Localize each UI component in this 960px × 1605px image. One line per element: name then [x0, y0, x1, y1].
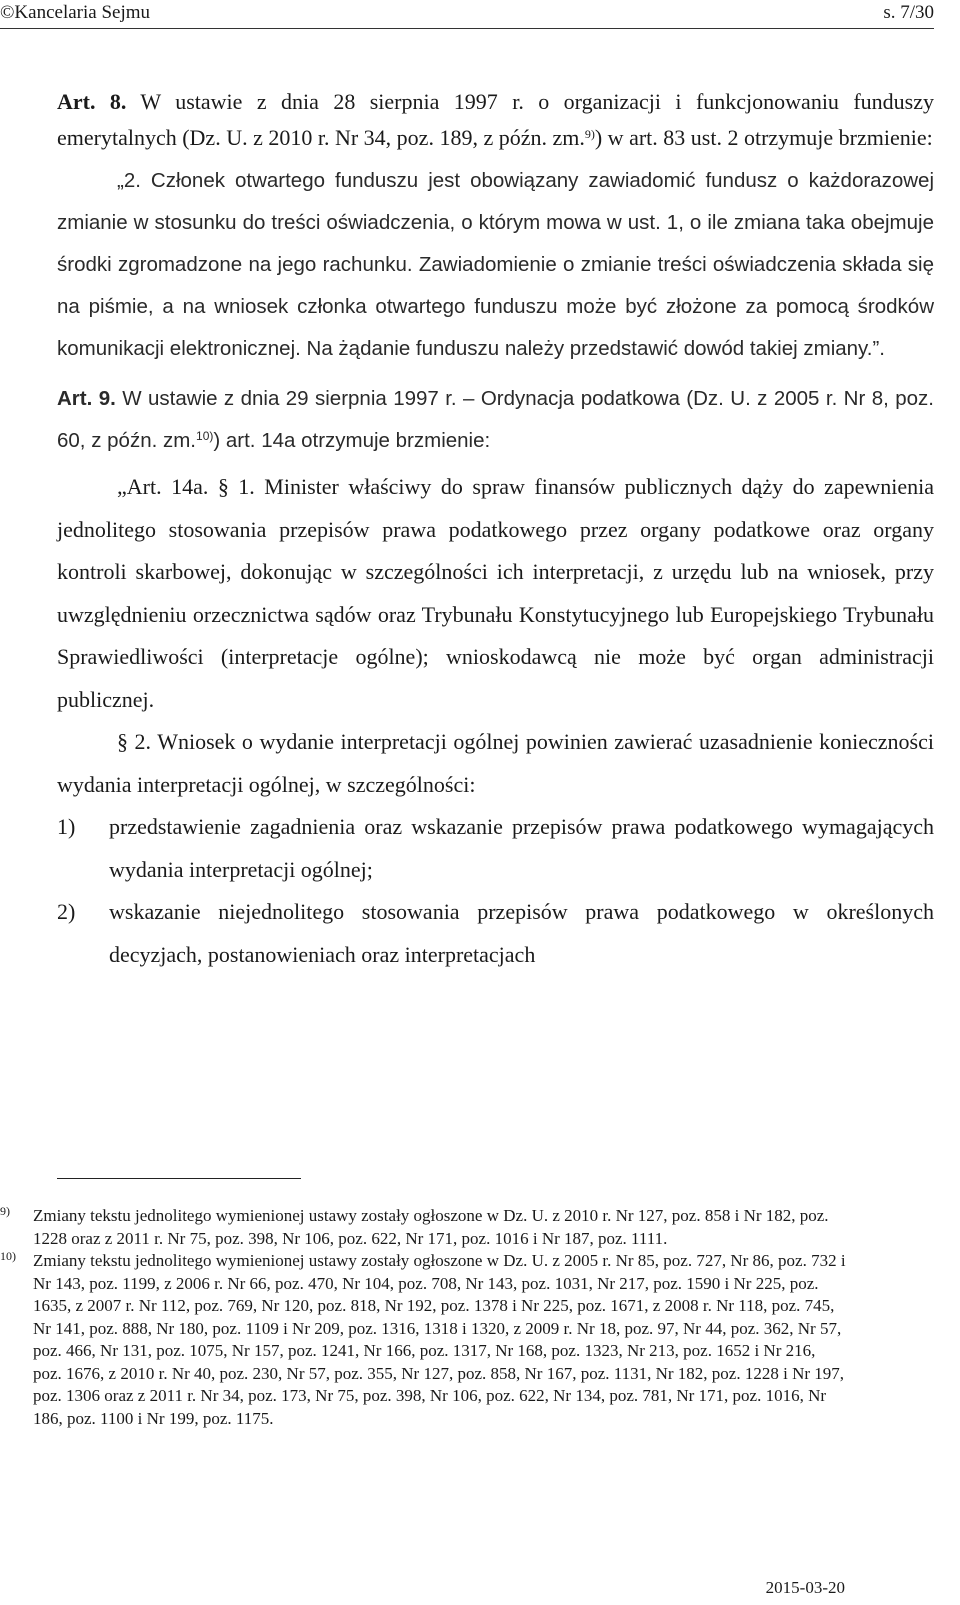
page-header — [0, 0, 934, 29]
list-item-number: 2) — [57, 899, 76, 924]
article-14a-par-2-sign: § 2. — [117, 729, 158, 754]
article-9-text-a: W ustawie z dnia 29 sierpnia 1997 r. – Ordynacja podatkowa (Dz. U. z 2005 r. Nr 8, poz. 60, z późn. zm. — [57, 387, 934, 452]
footnote — [0, 1250, 848, 1430]
footnote-mark: 9) — [0, 1204, 10, 1218]
article-9-text-b: ) art. 14a otrzymuje brzmienie: — [213, 429, 491, 452]
article-8-text-a: W ustawie z dnia 28 sierpnia 1997 r. o organizacji i funkcjonowaniu funduszy emerytalnych (Dz. U. z 2010 r. Nr 34, poz. 189, z późn. zm. — [57, 89, 935, 150]
page-date: 2015-03-20 — [765, 1578, 845, 1597]
footnote-mark: 10) — [0, 1249, 16, 1263]
article-14a-par-1-text: Minister właściwy do spraw finansów publicznych dąży do zapewnienia jednolitego stosowania przepisów prawa podatkowego przez organy podatkowe oraz organy kontroli skarbowej, dokonując w szczególności ich interpretacji, z urzędu lub na wniosek, przy uwzględnieniu orzecznictwa sądów oraz Trybunału Konstytucyjnego lub Europejskiego Trybunału Sprawiedliwości (interpretacje ogólne); wnioskodawcą nie może być organ administracji publicznej. — [57, 474, 934, 712]
article-14a-par-1-sign: „Art. 14a. § 1. — [117, 474, 265, 499]
list-item-number: 1) — [57, 814, 76, 839]
footnote-ref-9: 9) — [584, 127, 595, 141]
footnote — [0, 1205, 848, 1250]
footnote-text: Zmiany tekstu jednolitego wymienionej ustawy zostały ogłoszone w Dz. U. z 2010 r. Nr 127, poz. 858 i Nr 182, poz. 1228 oraz z 2011 r. Nr 75, poz. 398, Nr 106, poz. 622, Nr 171, poz. 1016 i Nr 187, poz. 1111. — [33, 1206, 829, 1248]
article-8-label: Art. 8. — [57, 89, 127, 114]
article-9-label: Art. 9. — [57, 387, 116, 410]
article-14a-par-2-text: Wniosek o wydanie interpretacji ogólnej powinien zawierać uzasadnienie konieczności wydania interpretacji ogólnej, w szczególności: — [57, 729, 934, 797]
list-item-text: wskazanie niejednolitego stosowania przepisów prawa podatkowego w określonych decyzjach, postanowieniach oraz interpretacjach — [109, 899, 934, 967]
header-page-number: s. 7/30 — [883, 2, 934, 23]
footnote-separator — [57, 1178, 301, 1179]
list-item — [57, 806, 934, 891]
article-14a-par-1 — [57, 466, 934, 721]
article-8-text-b: ) w art. 83 ust. 2 otrzymuje brzmienie: — [594, 125, 933, 150]
article-8-intro — [57, 84, 934, 156]
article-14a-par-2 — [57, 721, 934, 806]
header-publisher: ©Kancelaria Sejmu — [0, 2, 151, 23]
article-9-intro — [57, 378, 934, 462]
footnote-text: Zmiany tekstu jednolitego wymienionej ustawy zostały ogłoszone w Dz. U. z 2005 r. Nr 85, poz. 727, Nr 86, poz. 732 i Nr 143, poz. 1199, z 2006 r. Nr 66, poz. 470, Nr 104, poz. 708, Nr 143, poz. 1031, Nr 217, poz. 1590 i Nr 225, poz. 1635, z 2007 r. Nr 112, poz. 769, Nr 120, poz. 818, Nr 192, poz. 1378 i Nr 225, poz. 1671, z 2008 r. Nr 118, poz. 745, Nr 141, poz. 888, Nr 180, poz. 1109 i Nr 209, poz. 1316, 1318 i 1320, z 2009 r. Nr 18, poz. 97, Nr 44, poz. 362, Nr 57, poz. 466, Nr 131, poz. 1075, Nr 157, poz. 1241, Nr 166, poz. 1317, Nr 168, poz. 1323, Nr 213, poz. 1652 i Nr 216, poz. 1676, z 2010 r. Nr 40, poz. 230, Nr 57, poz. 355, Nr 127, poz. 858, Nr 167, poz. 1131, Nr 182, poz. 1228 i Nr 197, poz. 1306 oraz z 2011 r. Nr 34, poz. 173, Nr 75, poz. 398, Nr 106, poz. 622, Nr 134, poz. 781, Nr 171, poz. 1016, Nr 186, poz. 1100 i Nr 199, poz. 1175. — [33, 1251, 846, 1428]
article-8-quote: „2. Członek otwartego funduszu jest obowiązany zawiadomić fundusz o każdorazowej zmianie w stosunku do treści oświadczenia, o którym mowa w ust. 1, o ile zmiana taka obejmuje środki zgromadzone na jego rachunku. Zawiadomienie o zmianie treści oświadczenia składa się na piśmie, a na wniosek członka otwartego funduszu może być złożone za pomocą środków komunikacji elektronicznej. Na żądanie funduszu należy przedstawić dowód takiej zmiany.”. — [57, 169, 934, 360]
document-body — [57, 84, 934, 976]
footnotes — [0, 1205, 848, 1430]
list-item — [57, 891, 934, 976]
footnote-ref-10: 10) — [196, 429, 214, 443]
list-item-text: przedstawienie zagadnienia oraz wskazanie przepisów prawa podatkowego wymagających wydania interpretacji ogólnej; — [109, 814, 934, 882]
